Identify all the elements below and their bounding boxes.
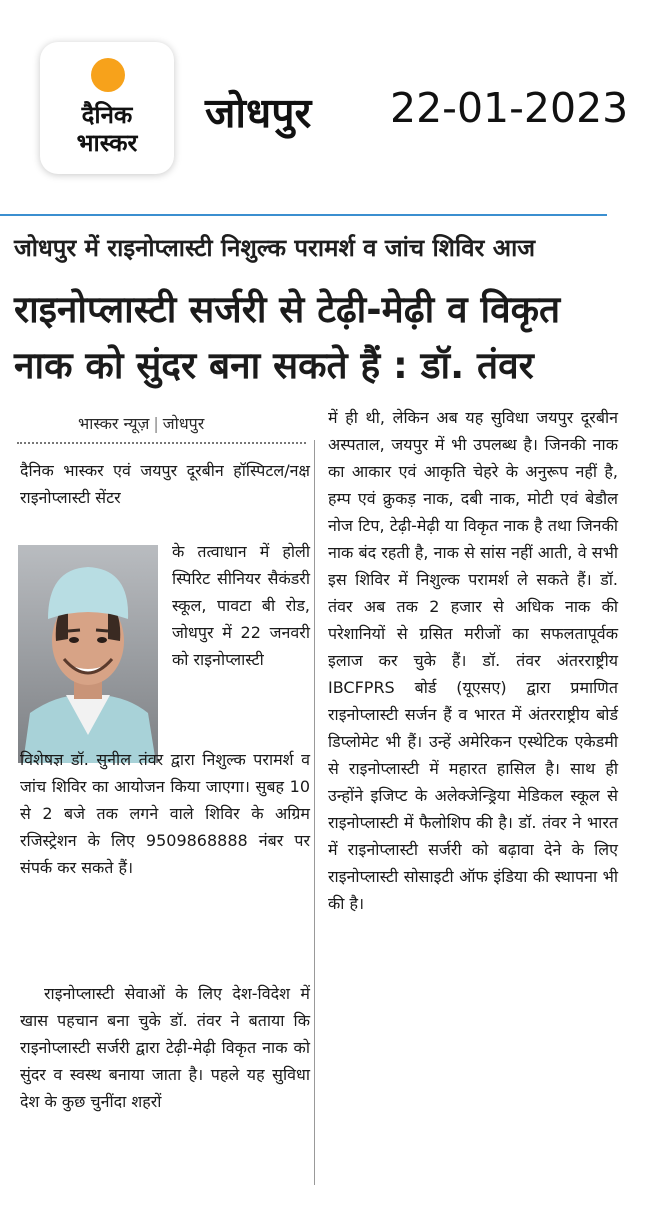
doctor-portrait-image: [18, 545, 158, 763]
edition-city: जोधपुर: [205, 89, 312, 137]
article-headline: राइनोप्लास्टी सर्जरी से टेढ़ी-मेढ़ी व विकृत नाक को सुंदर बना सकते हैं : डॉ. तंवर: [14, 288, 561, 387]
article-paragraph-2: राइनोप्लास्टी सेवाओं के लिए देश-विदेश में खास पहचान बना चुके डॉ. तंवर ने बताया कि राइनोप्लास्टी सर्जरी द्वारा टेढ़ी-मेढ़ी विकृत नाक को सुंदर व स्वस्थ बनाया जाता है। पहले यह सुविधा देश के कुछ चुनींदा शहरों: [20, 984, 310, 1111]
article-text-after-photo: विशेषज्ञ डॉ. सुनील तंवर द्वारा निशुल्क परामर्श व जांच शिविर का आयोजन किया जाएगा। सुबह 10 से 2 बजे तक लगने वाले शिविर के अग्रिम रजिस्ट्रेशन के लिए 9509868888 नंबर पर संपर्क कर सकते हैं।: [20, 750, 310, 877]
article-column-2: में ही थी, लेकिन अब यह सुविधा जयपुर दूरबीन अस्पताल, जयपुर में भी उपलब्ध है। जिनकी नाक का आकार एवं आकृति चेहरे के अनुरूप नहीं है, हम्प एवं क्रुकड़ नाक, दबी नाक, मोटी एवं बेडौल नोज टिप, टेढ़ी-मेढ़ी या विकृत नाक है तथा जिनकी नाक बंद रहती है, नाक से सांस नहीं आती, वे सभी इस शिविर में निशुल्क परामर्श ले सकते हैं। डॉ. तंवर अब तक 2 हजार से अधिक नाक की परेशानियों से ग्रसित मरीजों का सफलतापूर्वक इलाज कर चुके हैं। डॉ. तंवर अंतरराष्ट्रीय IBCFPRS बोर्ड (यूएसए) द्वारा प्रमाणित राइनोप्लास्टी सर्जन हैं व भारत में अंतरराष्ट्रीय बोर्ड डिप्लोमेट भी हैं। उन्हें अमेरिकन एस्थेटिक एकेडमी से राइनोप्लास्टी में महारत हासिल है। साथ ही उन्होंने इजिप्ट के अलेक्जेन्ड्रिया मेडिकल स्कूल से राइनोप्लास्टी में फैलोशिप की है। डॉ. तंवर ने भारत में राइनोप्लास्टी सर्जरी को बढ़ावा देने के लिए राइनोप्लास्टी सोसाइटी ऑफ इंडिया की स्थापना भी की है।: [328, 408, 618, 913]
edition-date: 22-01-2023: [390, 84, 629, 132]
byline: [78, 412, 204, 434]
byline-source: भास्कर न्यूज़: [78, 414, 150, 433]
logo-text-line1: दैनिक: [81, 101, 133, 129]
column-rule: [314, 440, 315, 1185]
header-rule: [0, 214, 607, 216]
article-lead: दैनिक भास्कर एवं जयपुर दूरबीन हॉस्पिटल/नक्ष राइनोप्लास्टी सेंटर: [20, 461, 310, 507]
doctor-photo: [18, 545, 158, 763]
logo-sun-icon: [91, 58, 125, 92]
dotted-divider: [17, 442, 306, 444]
article-kicker: जोधपुर में राइनोप्लास्टी निशुल्क परामर्श व जांच शिविर आज: [14, 234, 536, 262]
article-text-beside-photo: के तत्वाधान में होली स्पिरिट सीनियर सैकंडरी स्कूल, पावटा बी रोड, जोधपुर में 22 जनवरी को राइनोप्लास्टी: [172, 542, 310, 669]
byline-city: जोधपुर: [162, 414, 205, 433]
logo-text-line2: भास्कर: [76, 129, 138, 157]
logo: [40, 42, 174, 174]
byline-separator: |: [153, 414, 159, 433]
